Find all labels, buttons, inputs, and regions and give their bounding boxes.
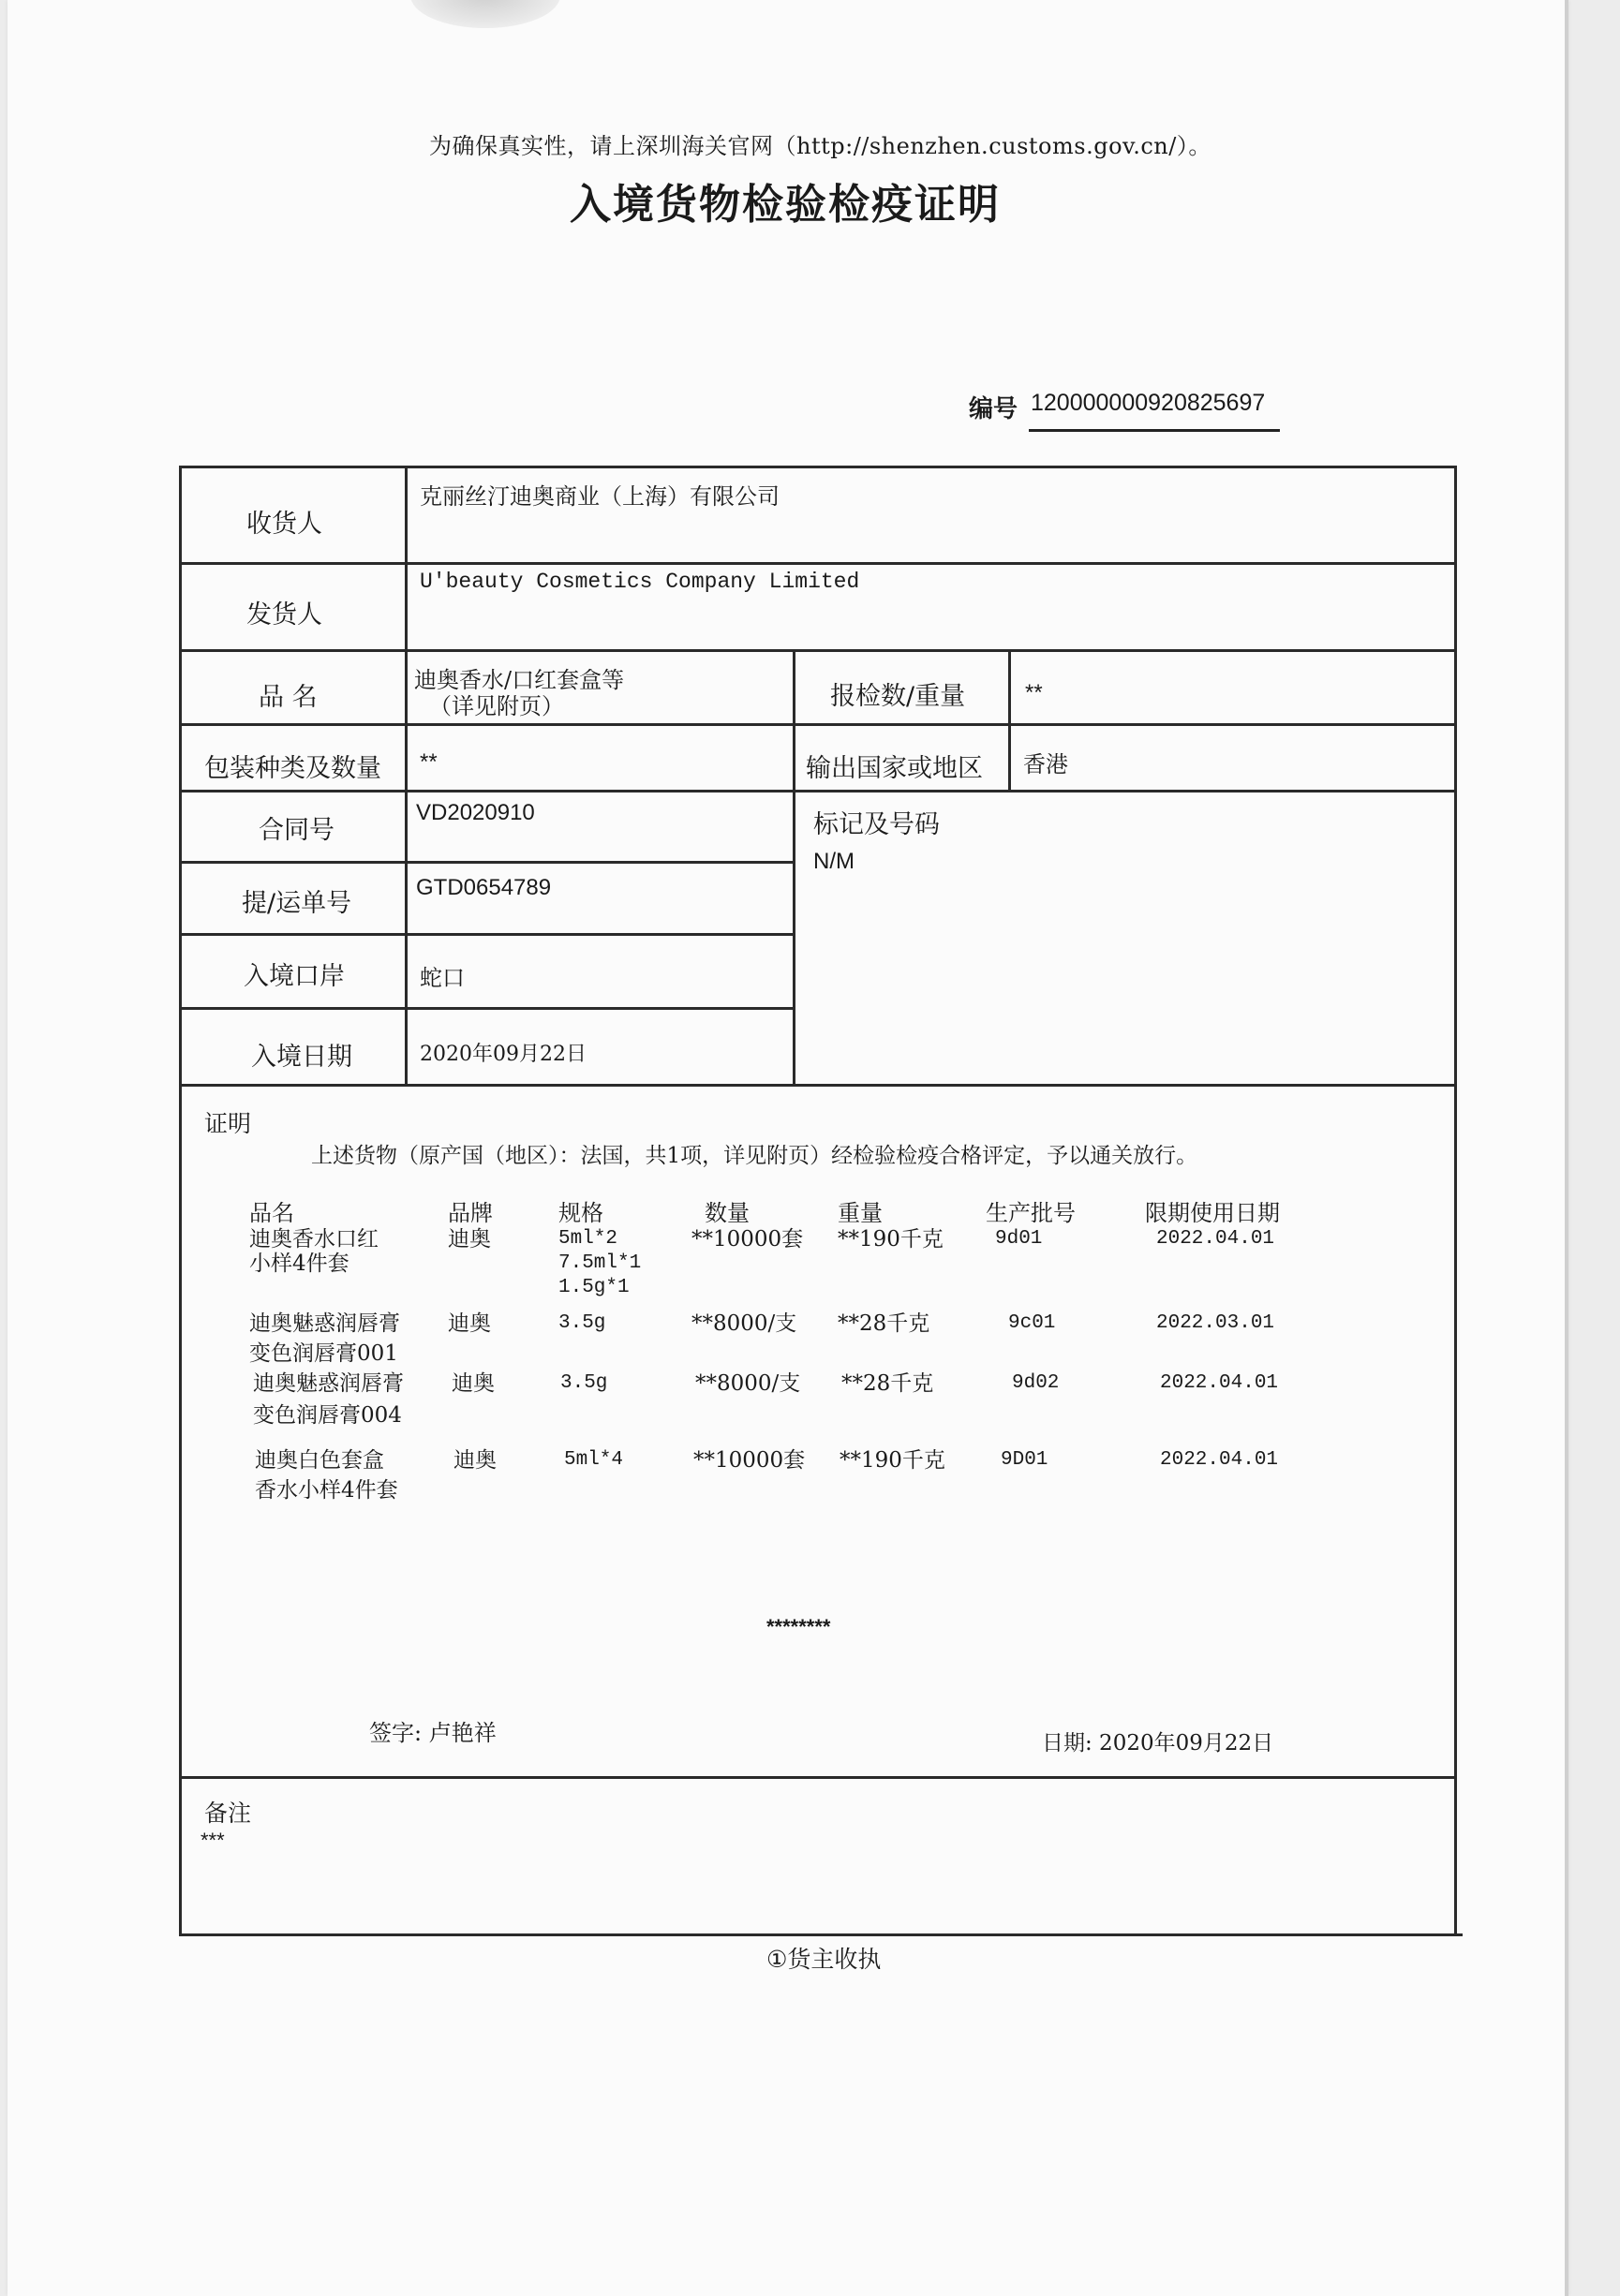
row-divider: [179, 723, 1457, 726]
row-divider: [179, 649, 1457, 652]
goods-name: 香水小样4件套: [255, 1478, 398, 1503]
goods-name: 迪奥魅惑润唇膏: [249, 1311, 400, 1336]
remarks-value: ***: [201, 1829, 225, 1852]
column-header: 数量: [705, 1200, 750, 1226]
remarks-label: 备注: [204, 1800, 252, 1827]
copy-note: ①货主收执: [766, 1946, 882, 1973]
goods-batch: 9d02: [1012, 1372, 1060, 1394]
goods-quantity: **10000套: [691, 1227, 804, 1252]
entry-date-value: 2020年09月22日: [420, 1043, 587, 1066]
row-divider: [179, 861, 795, 864]
goods-weight: **28千克: [838, 1311, 930, 1336]
scan-smudge: [410, 0, 560, 28]
serial-underline: [1029, 429, 1280, 432]
goods-brand: 迪奥: [452, 1371, 495, 1396]
goods-quantity: **8000/支: [691, 1311, 797, 1336]
goods-weight: **190千克: [840, 1448, 945, 1473]
goods-spec: 3.5g: [558, 1312, 606, 1334]
quantity-label: 报检数/重量: [830, 682, 966, 711]
row-divider: [179, 790, 1457, 792]
goods-brand: 迪奥: [448, 1311, 491, 1336]
table-border-right: [1454, 466, 1457, 1936]
table-border-top: [179, 466, 1457, 468]
port-label: 入境口岸: [244, 962, 345, 991]
table-border-left: [179, 466, 182, 1936]
goods-brand: 迪奥: [448, 1227, 491, 1252]
product-label: 品 名: [259, 683, 318, 712]
page-edge: [1565, 0, 1568, 2296]
col-divider: [793, 649, 795, 1084]
consignor-label: 发货人: [246, 600, 322, 630]
marks-value: N/M: [813, 849, 855, 874]
end-of-list-mark: ********: [766, 1615, 831, 1638]
certificate-statement: 上述货物（原产国（地区）：法国，共1项，详见附页）经检验检疫合格评定，予以通关放行。: [311, 1144, 1198, 1168]
origin-label: 输出国家或地区: [806, 754, 983, 783]
product-value-line2: （详见附页）: [429, 693, 564, 719]
goods-name: 小样4件套: [249, 1252, 349, 1276]
goods-name: 变色润唇膏001: [249, 1341, 398, 1366]
goods-name: 迪奥魅惑润唇膏: [253, 1371, 404, 1396]
entry-date-label: 入境日期: [251, 1043, 352, 1072]
port-value: 蛇口: [420, 965, 465, 991]
consignee-label: 收货人: [246, 510, 322, 539]
goods-spec: 5ml*4: [564, 1449, 624, 1471]
goods-spec: 3.5g: [560, 1372, 608, 1394]
goods-expiry: 2022.03.01: [1156, 1312, 1275, 1334]
table-border-bottom: [179, 1933, 1463, 1936]
goods-quantity: **8000/支: [695, 1371, 801, 1396]
consignor-value: U'beauty Cosmetics Company Limited: [420, 570, 860, 594]
bill-label: 提/运单号: [242, 889, 352, 918]
row-divider: [179, 1007, 795, 1010]
contract-value: VD2020910: [416, 800, 535, 825]
contract-label: 合同号: [259, 816, 334, 845]
goods-spec: 5ml*2: [558, 1228, 618, 1250]
row-divider: [179, 1776, 1457, 1779]
document-page: [7, 0, 1565, 2296]
column-header: 重量: [838, 1200, 883, 1226]
goods-expiry: 2022.04.01: [1160, 1449, 1279, 1471]
goods-spec: 1.5g*1: [558, 1277, 630, 1298]
packing-value: **: [420, 749, 438, 775]
consignee-value: 克丽丝汀迪奥商业（上海）有限公司: [420, 483, 780, 510]
goods-name: 变色润唇膏004: [253, 1403, 402, 1428]
serial-number: 120000000920825697: [1031, 390, 1266, 416]
certificate-heading: 证明: [204, 1110, 252, 1137]
marks-label: 标记及号码: [813, 810, 940, 839]
column-header: 规格: [558, 1200, 603, 1226]
origin-value: 香港: [1023, 751, 1068, 778]
packing-label: 包装种类及数量: [204, 754, 381, 783]
column-header: 生产批号: [986, 1200, 1076, 1226]
row-divider: [179, 562, 1457, 565]
goods-batch: 9d01: [995, 1228, 1043, 1250]
goods-batch: 9D01: [1001, 1449, 1048, 1471]
serial-label: 编号: [969, 395, 1018, 423]
goods-expiry: 2022.04.01: [1160, 1372, 1279, 1394]
signature: 签字: 卢艳祥: [369, 1720, 497, 1746]
column-header: 限期使用日期: [1145, 1200, 1280, 1226]
goods-weight: **28千克: [841, 1371, 934, 1396]
bill-value: GTD0654789: [416, 875, 552, 900]
goods-quantity: **10000套: [693, 1448, 806, 1473]
goods-weight: **190千克: [838, 1227, 944, 1252]
col-divider: [405, 466, 408, 1084]
goods-expiry: 2022.04.01: [1156, 1228, 1275, 1250]
goods-brand: 迪奥: [453, 1448, 497, 1473]
goods-name: 迪奥白色套盒: [255, 1448, 384, 1473]
col-divider: [1008, 649, 1011, 790]
certificate-date: 日期: 2020年09月22日: [1042, 1731, 1274, 1755]
quantity-value: **: [1025, 680, 1043, 705]
column-header: 品牌: [448, 1200, 493, 1226]
row-divider: [179, 1084, 1457, 1087]
product-value-line1: 迪奥香水/口红套盒等: [414, 667, 625, 693]
document-title: 入境货物检验检疫证明: [570, 181, 1001, 229]
row-divider: [179, 933, 795, 936]
verification-notice: 为确保真实性，请上深圳海关官网（http://shenzhen.customs.gov.cn/）。: [429, 133, 1211, 159]
goods-name: 迪奥香水口红: [249, 1227, 379, 1252]
column-header: 品名: [249, 1200, 294, 1226]
goods-spec: 7.5ml*1: [558, 1252, 642, 1274]
goods-batch: 9c01: [1008, 1312, 1056, 1334]
